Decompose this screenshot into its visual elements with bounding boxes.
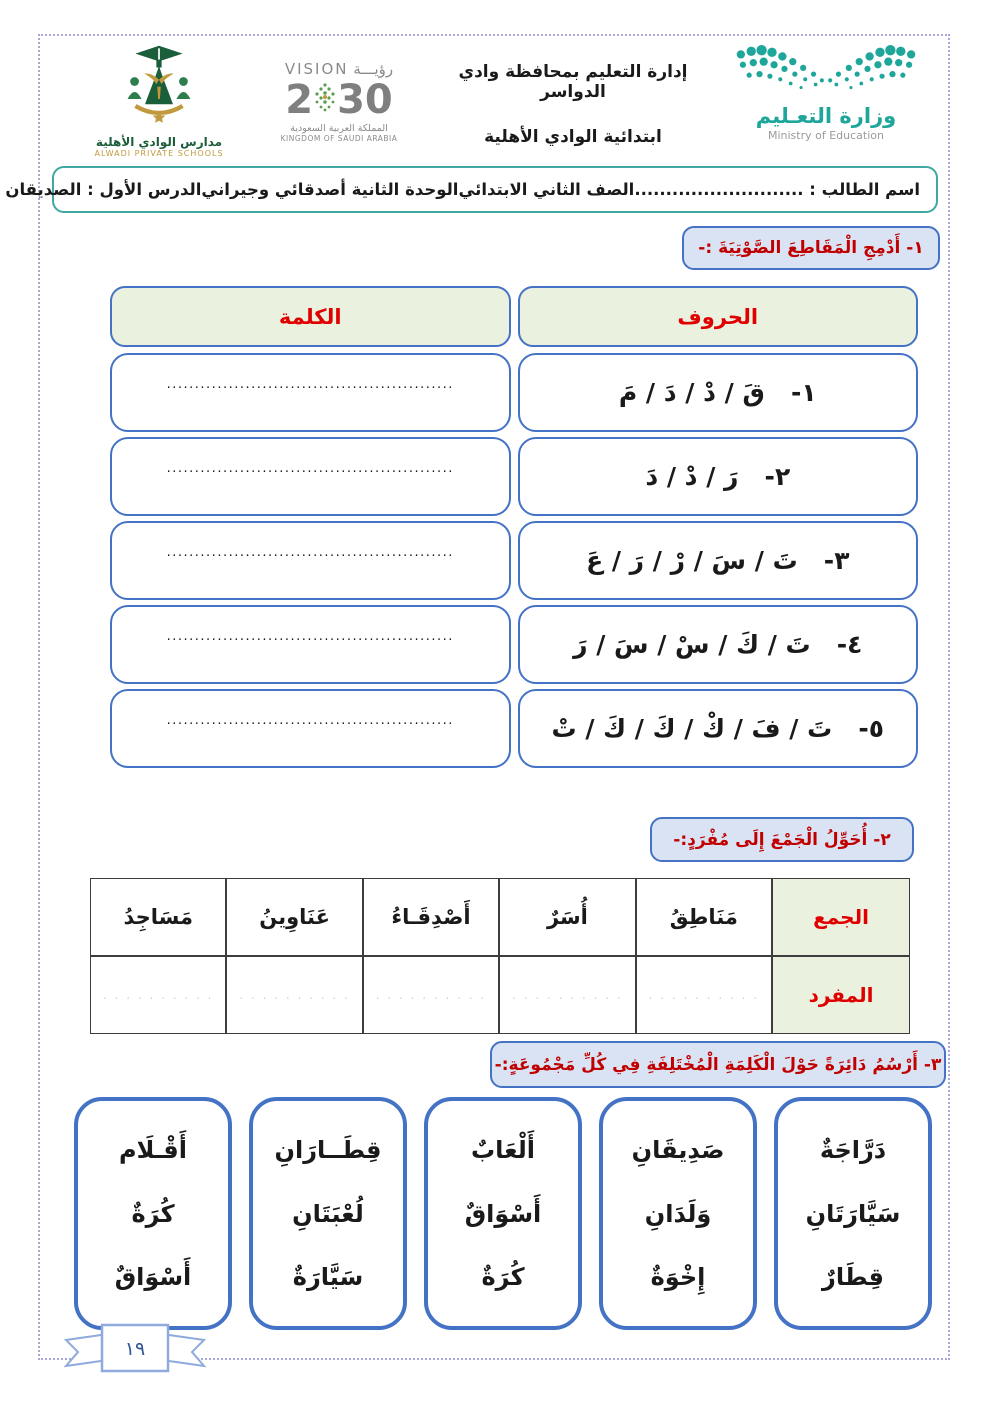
answer-box-5 [110, 689, 511, 768]
group-word: صَدِيقَانِ [631, 1136, 725, 1165]
word-group-2 [599, 1097, 757, 1330]
vision-year-suffix: 30 [337, 77, 393, 123]
letters-box-4: ٤- تَ / كَ / سْ / سَ / رَ [518, 605, 919, 684]
question1-row [110, 437, 918, 516]
word-group-3 [424, 1097, 582, 1330]
answer-box-3 [110, 521, 511, 600]
student-name-label: اسم الطالب : ........................... [634, 180, 920, 199]
singular-blank-3: . . . . . . . . . . [363, 956, 499, 1034]
plural-word-5: مَسَاجِدُ [90, 878, 226, 956]
question1-row [110, 605, 918, 684]
group-word: وَلَدَانِ [644, 1199, 712, 1228]
group-word: سَيَّارَتَانِ [805, 1199, 901, 1228]
ministry-dots-icon [731, 83, 921, 102]
group-word: قِطَــارَانِ [274, 1136, 382, 1165]
vision-2030-logo [254, 60, 424, 143]
school-logo [68, 40, 250, 158]
question1-title: ١- أَدْمِجِ الْمَقَاطِعَ الصَّوْتِيَةَ :- [682, 226, 940, 270]
question1-row [110, 521, 918, 600]
department-line2: ابتدائية الوادي الأهلية [484, 127, 662, 147]
ministry-name-arabic: وزارة التعـليم [755, 104, 897, 128]
answer-box-1 [110, 353, 511, 432]
school-name-arabic: مدارس الوادي الأهلية [95, 135, 223, 149]
question3-groups [64, 1097, 932, 1330]
vision-country-english: KINGDOM OF SAUDI ARABIA [280, 134, 398, 143]
letters-box-1: ١- قَ / دْ / دَ / مَ [518, 353, 919, 432]
answer-dots: ................................................... [166, 377, 454, 392]
column-header-word: الكلمة [110, 286, 511, 347]
ribbon-icon [60, 1322, 210, 1374]
page-number: ١٩ [124, 1338, 146, 1360]
vision-logo-title: رؤيـــة VISION [284, 60, 394, 78]
group-word: أَلْعَابٌ [471, 1136, 535, 1165]
vision-2030-emblem-icon [313, 80, 337, 120]
vision-2030-year [254, 77, 424, 123]
header-department-text [430, 62, 716, 147]
group-word: أَقْـلَام [119, 1136, 187, 1165]
group-word: دَرَّاجَةٌ [819, 1136, 887, 1165]
question2-title: ٢- أُحَوِّلُ الْجَمْعَ إِلَى مُفْرَدٍ:- [650, 817, 914, 862]
school-emblem-icon [111, 115, 207, 134]
lesson-label: الدرس الأول : الصديقان [5, 180, 202, 199]
letters-box-5: ٥- تَ / فَ / كْ / كَ / كَ / تْ [518, 689, 919, 768]
ministry-of-education-logo [700, 44, 952, 142]
unit-label: الوحدة الثانية أصدقائي وجيراني [201, 180, 459, 199]
page-number-ribbon [60, 1322, 210, 1378]
column-header-letters: الحروف [518, 286, 919, 347]
group-word: لُعْبَتَانِ [292, 1199, 364, 1228]
worksheet-page [5, 34, 950, 1360]
group-word: سَيَّارَةٌ [292, 1262, 364, 1291]
department-line1: إدارة التعليم بمحافظة وادي الدواسر [458, 62, 688, 102]
ministry-name-english: Ministry of Education [767, 129, 884, 142]
school-name-english: ALWADI PRIVATE SCHOOLS [94, 149, 224, 158]
singular-blank-1: . . . . . . . . . . [636, 956, 772, 1034]
question3-title: ٣- أَرْسُمُ دَائِرَةً حَوْلَ الْكَلِمَةِ الْمُخْتَلِفَةِ فِي كُلِّ مَجْمُوعَةٍ:- [490, 1041, 946, 1088]
singular-blank-2: . . . . . . . . . . [499, 956, 635, 1034]
word-group-5 [74, 1097, 232, 1330]
word-group-4 [249, 1097, 407, 1330]
word-group-1 [774, 1097, 932, 1330]
plural-word-4: عَنَاوِينُ [226, 878, 362, 956]
question1-row [110, 689, 918, 768]
plural-row-label: الجمع [772, 878, 910, 956]
group-word: أَسْوَاقٌ [114, 1262, 192, 1291]
question1-grid [110, 286, 918, 773]
plural-word-1: مَنَاطِقُ [636, 878, 772, 956]
singular-row-label: المفرد [772, 956, 910, 1034]
letters-box-2: ٢- رَ / دْ / دَ [518, 437, 919, 516]
vision-country-arabic: المملكة العربية السعودية [290, 123, 388, 134]
answer-box-4 [110, 605, 511, 684]
singular-blank-5: . . . . . . . . . . [90, 956, 226, 1034]
group-word: كُرَةٌ [131, 1199, 175, 1228]
group-word: قِطَارٌ [822, 1262, 884, 1291]
plural-word-2: أُسَرٌ [499, 878, 635, 956]
group-word: كُرَةٌ [481, 1262, 525, 1291]
question2-table [90, 878, 910, 1034]
answer-dots: ................................................... [166, 713, 454, 728]
answer-box-2 [110, 437, 511, 516]
answer-dots: ................................................... [166, 629, 454, 644]
plural-word-3: أَصْدِقَـاءُ [363, 878, 499, 956]
answer-dots: ................................................... [166, 461, 454, 476]
letters-box-3: ٣- تَ / سَ / رْ / رَ / عَ [518, 521, 919, 600]
student-info-bar [5, 166, 938, 213]
singular-blank-4: . . . . . . . . . . [226, 956, 362, 1034]
group-word: أَسْوَاقٌ [464, 1199, 542, 1228]
question1-header-row [110, 286, 918, 347]
answer-dots: ................................................... [166, 545, 454, 560]
grade-label: الصف الثاني الابتدائي [458, 180, 635, 199]
vision-year-prefix: 2 [285, 77, 314, 123]
question1-row [110, 353, 918, 432]
group-word: إِخْوَةٌ [650, 1262, 706, 1291]
